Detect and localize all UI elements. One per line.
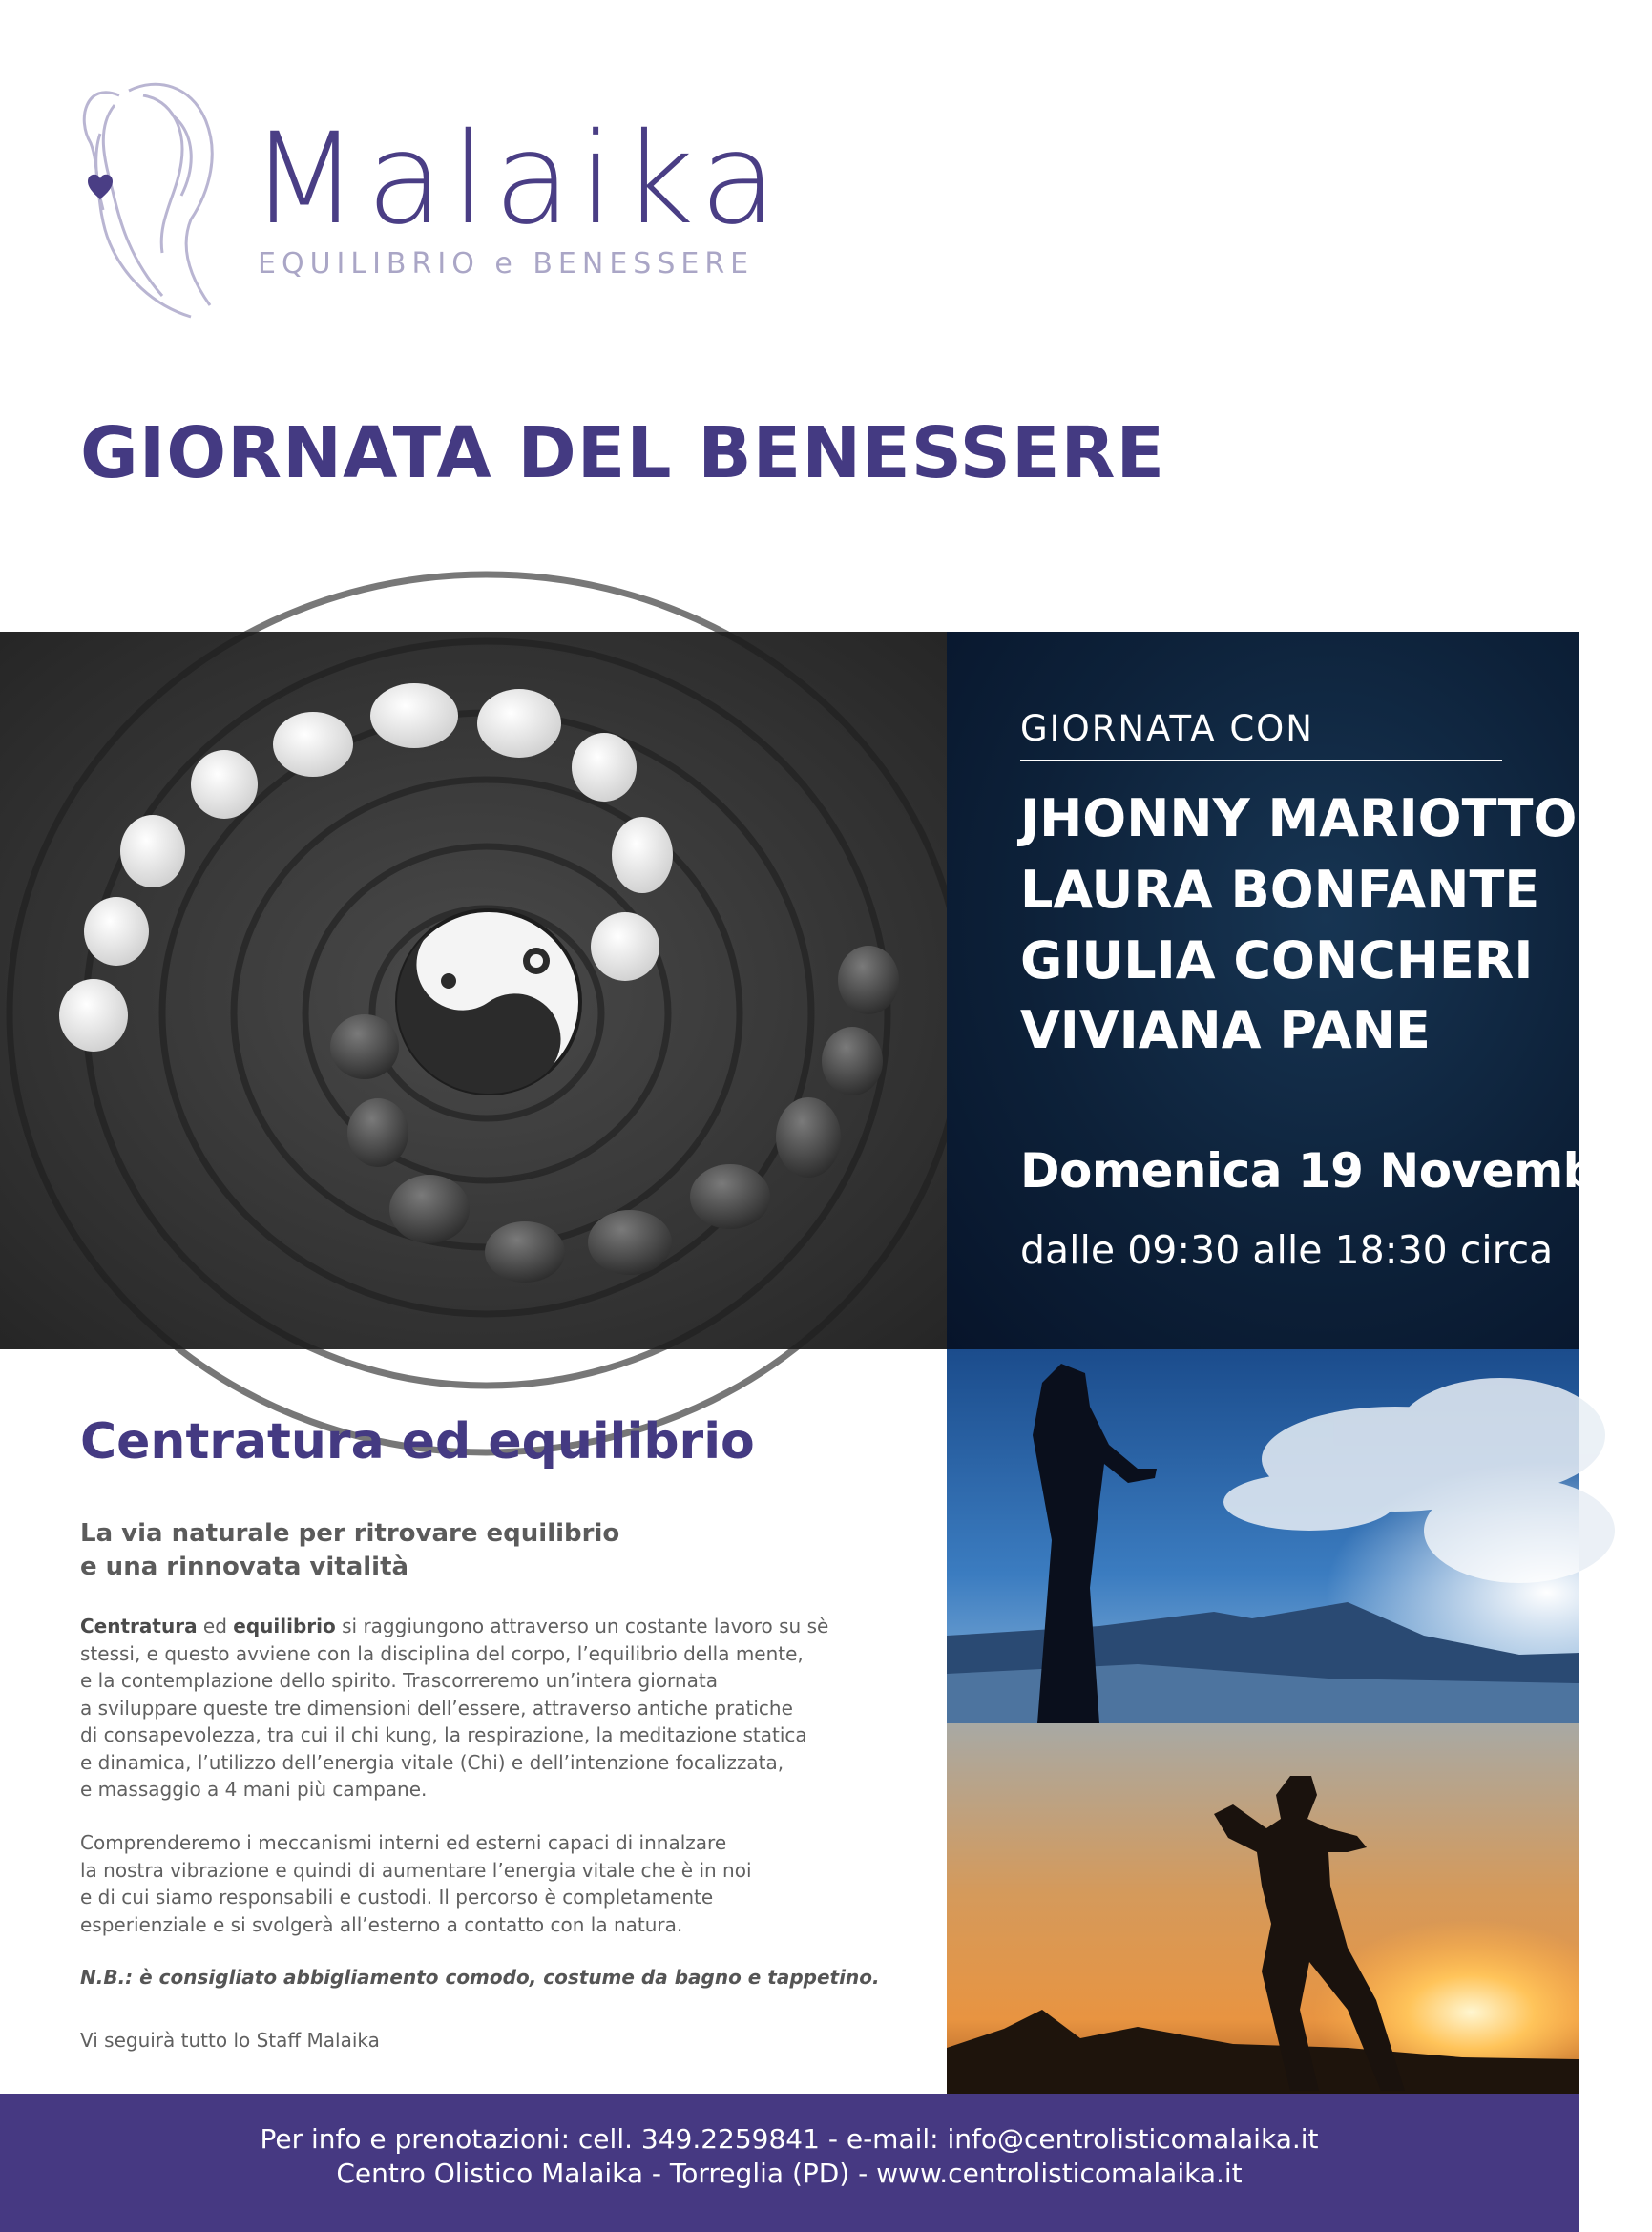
- host-name: LAURA BONFANTE: [1020, 860, 1540, 920]
- footer-contact: Per info e prenotazioni: cell. 349.2259841 - e-mail: info@centrolisticomalaika.it: [260, 2123, 1319, 2155]
- page-title: GIORNATA DEL BENESSERE: [80, 412, 1166, 494]
- subtitle-line: e una rinnovata vitalità: [80, 1553, 409, 1581]
- event-time: dalle 09:30 alle 18:30 circa: [1020, 1227, 1554, 1273]
- footer-address: Centro Olistico Malaika - Torreglia (PD) - www.centrolisticomalaika.it: [336, 2158, 1243, 2189]
- section-title: Centratura ed equilibrio: [80, 1413, 755, 1471]
- paragraph-line: e di cui siamo responsabili e custodi. Il percorso è completamente: [80, 1886, 714, 1909]
- section-subtitle: [80, 1517, 619, 1584]
- description-paragraph-2: [80, 1829, 863, 1938]
- hosts-intro: GIORNATA CON: [1020, 708, 1314, 749]
- paragraph-line: di consapevolezza, tra cui il chi kung, la respirazione, la meditazione statica: [80, 1723, 807, 1746]
- note: N.B.: è consigliato abbigliamento comodo, costume da bagno e tappetino.: [80, 1966, 880, 1989]
- divider: [1020, 760, 1502, 761]
- paragraph-line: esperienziale e si svolgerà all’esterno a contatto con la natura.: [80, 1912, 683, 1936]
- signature: Vi seguirà tutto lo Staff Malaika: [80, 2029, 380, 2052]
- paragraph-line: e la contemplazione dello spirito. Trascorreremo un’intera giornata: [80, 1669, 718, 1692]
- host-name: JHONNY MARIOTTO: [1020, 788, 1578, 848]
- paragraph-line: stessi, e questo avviene con la disciplina del corpo, l’equilibrio della mente,: [80, 1641, 804, 1665]
- paragraph-line: a sviluppare queste tre dimensioni dell’essere, attraverso antiche pratiche: [80, 1696, 793, 1720]
- description-paragraph-1: [80, 1613, 863, 1804]
- paragraph-line: la nostra vibrazione e quindi di aumentare l’energia vitale che è in noi: [80, 1858, 752, 1882]
- paragraph-line: e dinamica, l’utilizzo dell’energia vitale (Chi) e dell’intenzione focalizzata,: [80, 1750, 784, 1774]
- brand-name: Malaika: [250, 106, 785, 253]
- subtitle-line: La via naturale per ritrovare equilibrio: [80, 1519, 620, 1548]
- paragraph-line: e massaggio a 4 mani più campane.: [80, 1778, 428, 1801]
- event-date: Domenica 19 Novembre: [1020, 1143, 1652, 1199]
- host-name: GIULIA CONCHERI: [1020, 930, 1534, 991]
- sunset-silhouette-image: [947, 1723, 1579, 2094]
- zen-stones-image: [0, 632, 947, 1349]
- sky-silhouette-image: [947, 1349, 1579, 1723]
- host-name: VIVIANA PANE: [1020, 1000, 1431, 1060]
- paragraph-line: Comprenderemo i meccanismi interni ed esterni capaci di innalzare: [80, 1831, 727, 1854]
- brand-tagline: EQUILIBRIO e BENESSERE: [258, 247, 755, 281]
- paragraph-line: Centratura ed equilibrio si raggiungono attraverso un costante lavoro su sè: [80, 1615, 829, 1637]
- malaika-logo-icon: [76, 76, 229, 329]
- footer: [0, 2094, 1579, 2232]
